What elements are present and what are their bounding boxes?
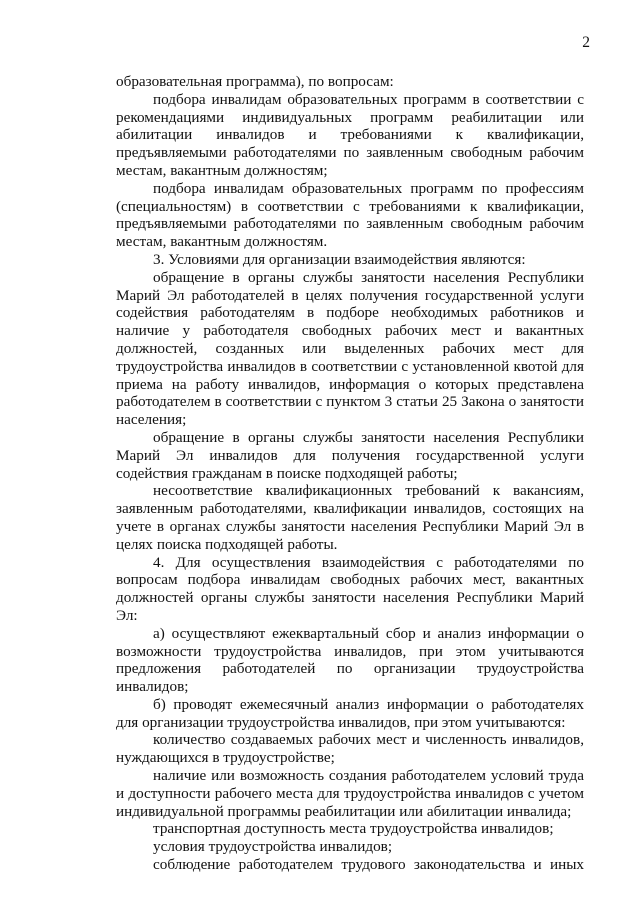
- paragraph: 4. Для осуществления взаимодействия с работодателями по вопросам подбора инвалидам свободных рабочих мест, вакантных должностей органы службы занятости населения Республики Марий Эл:: [116, 553, 584, 624]
- paragraph: б) проводят ежемесячный анализ информации о работодателях для организации трудоустройства инвалидов, при этом учитываются:: [116, 695, 584, 731]
- document-body: [116, 73, 584, 874]
- paragraph: обращение в органы службы занятости населения Республики Марий Эл работодателей в целях получения государственной услуги содействия работодателям в подборе необходимых работников и наличие у работодателя свободных рабочих мест и вакантных должностей, созданных или выделенных рабочих мест для трудоустройства инвалидов в соответствии с установленной квотой для приема на работу инвалидов, информация о которых представлена работодателем в соответствии с пунктом 3 статьи 25 Закона о занятости населения;: [116, 268, 584, 429]
- paragraph: подбора инвалидам образовательных программ в соответствии с рекомендациями индивидуальных программ реабилитации или абилитации инвалидов и требованиями к квалификации, предъявляемыми работодателями по заявленным свободным рабочим местам, вакантным должностям;: [116, 90, 584, 179]
- paragraph: 3. Условиями для организации взаимодействия являются:: [153, 250, 526, 268]
- paragraph: подбора инвалидам образовательных программ по профессиям (специальностям) в соответствии с требованиями к квалификации, предъявляемыми работодателями по заявленным свободным рабочим местам, вакантным должностям.: [116, 179, 584, 251]
- paragraph: обращение в органы службы занятости населения Республики Марий Эл инвалидов для получения государственной услуги содействия гражданам в поиске подходящей работы;: [116, 428, 584, 482]
- paragraph: образовательная программа), по вопросам:: [116, 73, 394, 90]
- paragraph: несоответствие квалификационных требований к вакансиям, заявленным работодателями, квалификации инвалидов, состоящих на учете в органах службы занятости населения Республики Марий Эл в целях поиска подходящей работы.: [116, 482, 584, 553]
- paragraph: наличие или возможность создания работодателем условий труда и доступности рабочего места для трудоустройства инвалидов с учетом индивидуальной программы реабилитации или абилитации инвалида;: [116, 767, 584, 820]
- paragraph: условия трудоустройства инвалидов;: [153, 838, 393, 856]
- paragraph: количество создаваемых рабочих мест и численность инвалидов, нуждающихся в трудоустройстве;: [116, 731, 584, 767]
- paragraph: соблюдение работодателем трудового законодательства и иных: [153, 856, 584, 874]
- paragraph: транспортная доступность места трудоустройства инвалидов;: [153, 820, 554, 838]
- paragraph: а) осуществляют ежеквартальный сбор и анализ информации о возможности трудоустройства инвалидов, при этом учитываются предложения работодателей по организации трудоустройства инвалидов;: [116, 624, 584, 696]
- page-number: 2: [582, 34, 590, 51]
